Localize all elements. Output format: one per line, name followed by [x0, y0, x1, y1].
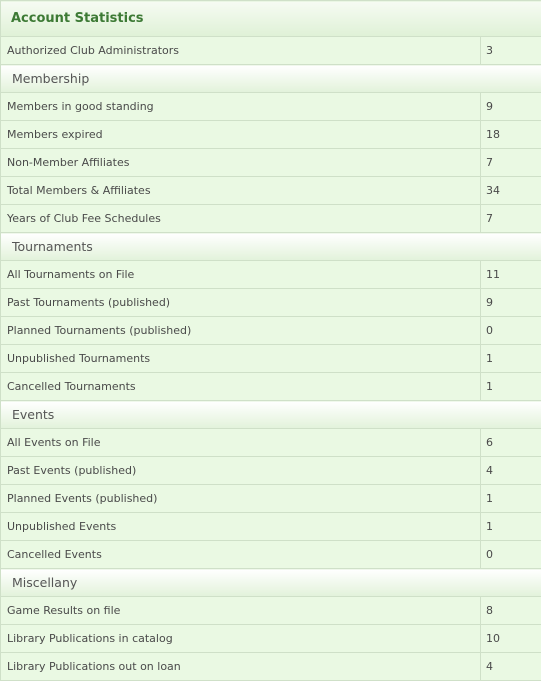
- row-label: Non-Member Affiliates: [1, 149, 481, 177]
- table-row: [1, 373, 541, 401]
- row-value: 34: [481, 177, 541, 205]
- row-value: 7: [481, 205, 541, 233]
- table-row: [1, 541, 541, 569]
- table-row: [1, 37, 541, 65]
- row-label: Library Publications out on loan: [1, 653, 481, 681]
- section-title: Events: [1, 401, 541, 429]
- section-title: Membership: [1, 65, 541, 93]
- row-value: 1: [481, 345, 541, 373]
- row-value: 1: [481, 485, 541, 513]
- row-value: 9: [481, 289, 541, 317]
- section-header-tournaments: [1, 233, 541, 261]
- row-value: 1: [481, 373, 541, 401]
- row-label: Members expired: [1, 121, 481, 149]
- row-label: Unpublished Events: [1, 513, 481, 541]
- table-row: [1, 149, 541, 177]
- row-label: Unpublished Tournaments: [1, 345, 481, 373]
- row-value: 9: [481, 93, 541, 121]
- row-label: All Events on File: [1, 429, 481, 457]
- section-header-events: [1, 401, 541, 429]
- section-title: Tournaments: [1, 233, 541, 261]
- section-header-membership: [1, 65, 541, 93]
- table-row: [1, 93, 541, 121]
- row-label: Past Tournaments (published): [1, 289, 481, 317]
- table-row: [1, 317, 541, 345]
- row-label: Planned Events (published): [1, 485, 481, 513]
- section-title: Miscellany: [1, 569, 541, 597]
- table-row: [1, 625, 541, 653]
- table-row: [1, 653, 541, 681]
- table-row: [1, 289, 541, 317]
- row-value: 7: [481, 149, 541, 177]
- table-row: [1, 429, 541, 457]
- table-row: [1, 177, 541, 205]
- row-value: 18: [481, 121, 541, 149]
- row-label: Planned Tournaments (published): [1, 317, 481, 345]
- row-label: Library Publications in catalog: [1, 625, 481, 653]
- row-value: 10: [481, 625, 541, 653]
- table-row: [1, 485, 541, 513]
- row-value: 0: [481, 541, 541, 569]
- row-value: 3: [481, 37, 541, 65]
- row-value: 4: [481, 457, 541, 485]
- row-value: 4: [481, 653, 541, 681]
- table-title: Account Statistics: [1, 1, 541, 37]
- row-label: Members in good standing: [1, 93, 481, 121]
- row-label: Authorized Club Administrators: [1, 37, 481, 65]
- row-value: 6: [481, 429, 541, 457]
- row-label: Total Members & Affiliates: [1, 177, 481, 205]
- row-value: 1: [481, 513, 541, 541]
- row-value: 11: [481, 261, 541, 289]
- row-label: Cancelled Tournaments: [1, 373, 481, 401]
- table-row: [1, 457, 541, 485]
- table-row: [1, 345, 541, 373]
- row-value: 0: [481, 317, 541, 345]
- section-header-miscellany: [1, 569, 541, 597]
- row-label: Past Events (published): [1, 457, 481, 485]
- row-label: Cancelled Events: [1, 541, 481, 569]
- row-label: Years of Club Fee Schedules: [1, 205, 481, 233]
- table-row: [1, 597, 541, 625]
- row-label: All Tournaments on File: [1, 261, 481, 289]
- table-row: [1, 513, 541, 541]
- table-row: [1, 121, 541, 149]
- table-row: [1, 261, 541, 289]
- title-row: [1, 1, 541, 37]
- row-label: Game Results on file: [1, 597, 481, 625]
- row-value: 8: [481, 597, 541, 625]
- table-row: [1, 205, 541, 233]
